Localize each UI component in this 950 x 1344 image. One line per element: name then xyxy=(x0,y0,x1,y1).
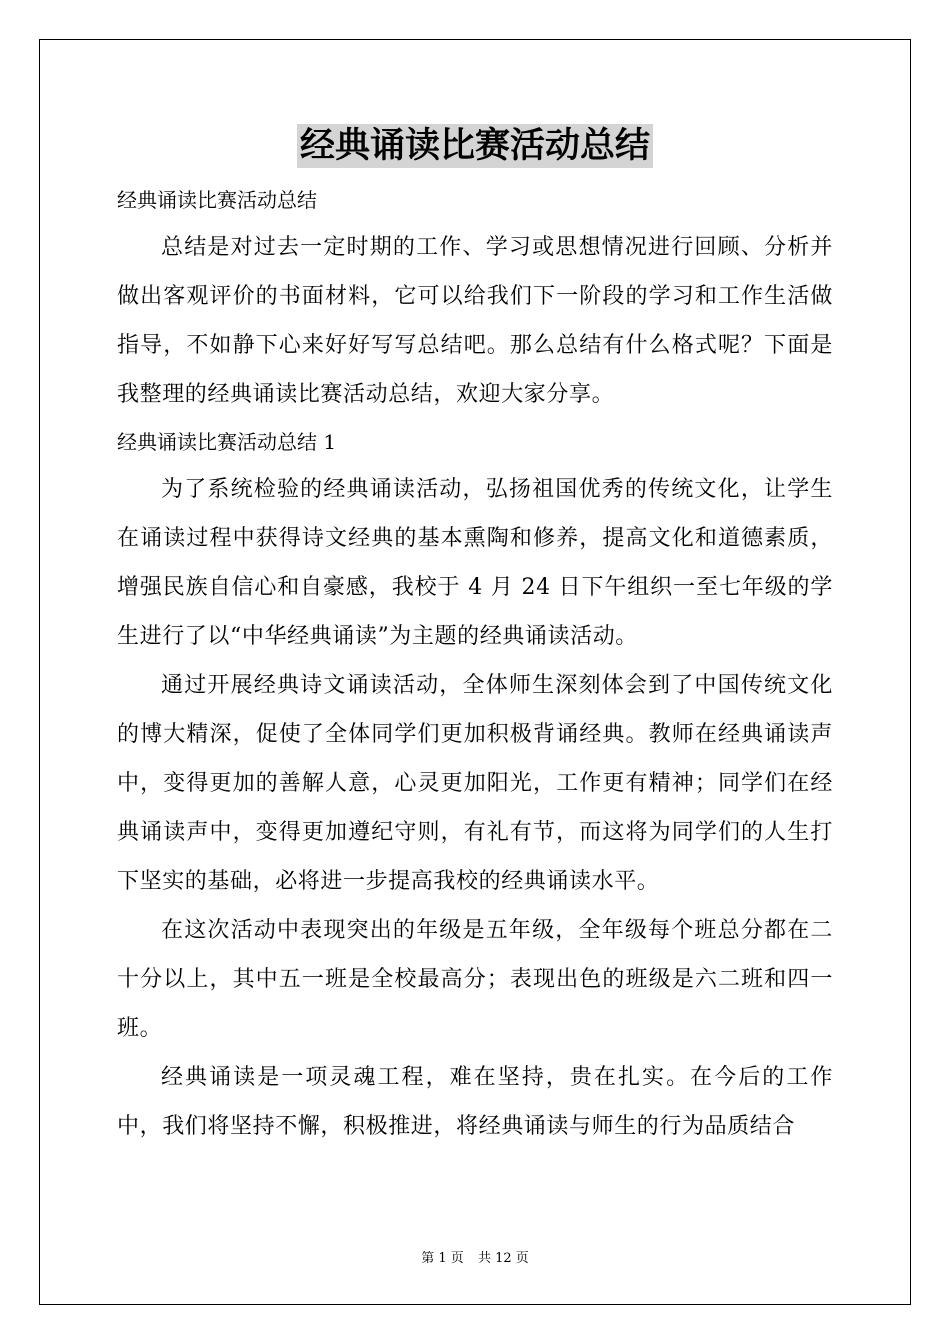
section-1-paragraph-2: 通过开展经典诗文诵读活动，全体师生深刻体会到了中国传统文化的博大精深，促使了全体同学们更加积极背诵经典。教师在经典诵读声中，变得更加的善解人意，心灵更加阳光，工作更有精神；同学们在经典诵读声中，变得更加遵纪守则，有礼有节，而这将为同学们的人生打下坚实的基础，必将进一步提高我校的经典诵读水平。 xyxy=(117,673,833,894)
page-number-current: 第 1 页 xyxy=(421,1251,464,1266)
document-subtitle: 经典诵读比赛活动总结 xyxy=(117,188,317,212)
section-1-paragraph-1: 为了系统检验的经典诵读活动，弘扬祖国优秀的传统文化，让学生在诵读过程中获得诗文经典的基本熏陶和修养，提高文化和道德素质，增强民族自信心和自豪感，我校于 4 月 24 日下午组织一至七年级的学生进行了以“中华经典诵读”为主题的经典诵读活动。 xyxy=(117,477,833,649)
intro-paragraph: 总结是对过去一定时期的工作、学习或思想情况进行回顾、分析并做出客观评价的书面材料，它可以给我们下一阶段的学习和工作生活做指导，不如静下心来好好写写总结吧。那么总结有什么格式呢？下面是我整理的经典诵读比赛活动总结，欢迎大家分享。 xyxy=(117,235,833,407)
page-footer xyxy=(0,1247,950,1266)
page-number-total: 共 12 页 xyxy=(477,1251,529,1266)
section-1-paragraph-3: 在这次活动中表现突出的年级是五年级，全年级每个班总分都在二十分以上，其中五一班是全校最高分；表现出色的班级是六二班和四一班。 xyxy=(117,918,833,1041)
section-1-paragraph-4: 经典诵读是一项灵魂工程，难在坚持，贵在扎实。在今后的工作中，我们将坚持不懈，积极推进，将经典诵读与师生的行为品质结合 xyxy=(117,1065,833,1139)
section-1-heading: 经典诵读比赛活动总结 1 xyxy=(117,430,337,454)
document-body xyxy=(117,177,833,1151)
document-title: 经典诵读比赛活动总结 xyxy=(297,124,653,168)
title-container xyxy=(0,124,950,168)
